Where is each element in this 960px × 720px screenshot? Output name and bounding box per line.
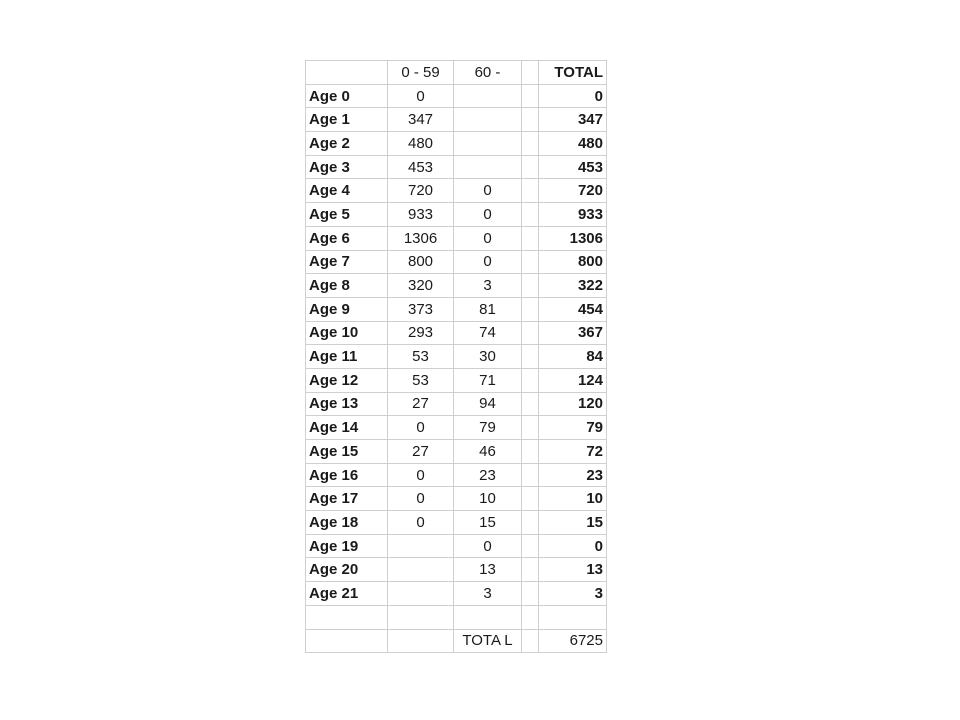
cell-60-plus: 0 <box>454 534 522 558</box>
gap-cell <box>522 321 539 345</box>
cell-0-59: 480 <box>388 132 454 156</box>
row-label: Age 10 <box>306 321 388 345</box>
table-row <box>306 226 607 250</box>
table-row <box>306 84 607 108</box>
cell-0-59: 453 <box>388 155 454 179</box>
cell-0-59: 0 <box>388 416 454 440</box>
table-row <box>306 274 607 298</box>
cell-total: 72 <box>539 440 607 464</box>
row-label: Age 16 <box>306 463 388 487</box>
cell-total: 23 <box>539 463 607 487</box>
row-label: Age 2 <box>306 132 388 156</box>
row-label: Age 8 <box>306 274 388 298</box>
table-row <box>306 203 607 227</box>
gap-cell <box>522 84 539 108</box>
cell-total: 367 <box>539 321 607 345</box>
row-label: Age 13 <box>306 392 388 416</box>
cell-60-plus: 74 <box>454 321 522 345</box>
cell-total: 79 <box>539 416 607 440</box>
cell-total: 3 <box>539 582 607 606</box>
row-label: Age 6 <box>306 226 388 250</box>
cell-total: 800 <box>539 250 607 274</box>
cell-60-plus: 46 <box>454 440 522 464</box>
row-label: Age 19 <box>306 534 388 558</box>
table-row <box>306 487 607 511</box>
table-row <box>306 321 607 345</box>
table-row <box>306 179 607 203</box>
gap-cell <box>522 132 539 156</box>
gap-cell <box>522 558 539 582</box>
gap-cell <box>522 179 539 203</box>
cell-60-plus <box>454 132 522 156</box>
blank-cell <box>454 605 522 629</box>
gap-cell <box>522 392 539 416</box>
gap-cell <box>522 487 539 511</box>
table-row <box>306 132 607 156</box>
cell-total: 480 <box>539 132 607 156</box>
cell-60-plus: 15 <box>454 511 522 535</box>
table-row <box>306 463 607 487</box>
cell-0-59: 720 <box>388 179 454 203</box>
cell-0-59: 0 <box>388 84 454 108</box>
cell-60-plus: 0 <box>454 226 522 250</box>
cell-60-plus: 0 <box>454 179 522 203</box>
cell-total: 453 <box>539 155 607 179</box>
cell-total: 13 <box>539 558 607 582</box>
blank-cell <box>539 605 607 629</box>
cell-total: 720 <box>539 179 607 203</box>
cell-total: 0 <box>539 84 607 108</box>
cell-0-59: 800 <box>388 250 454 274</box>
cell-0-59 <box>388 534 454 558</box>
cell-60-plus: 94 <box>454 392 522 416</box>
cell-60-plus: 13 <box>454 558 522 582</box>
cell-60-plus: 23 <box>454 463 522 487</box>
cell-60-plus: 81 <box>454 297 522 321</box>
cell-total: 10 <box>539 487 607 511</box>
footer-total-row <box>306 629 607 653</box>
gap-cell <box>522 511 539 535</box>
footer-total-value: 6725 <box>539 629 607 653</box>
cell-60-plus <box>454 155 522 179</box>
table-row <box>306 250 607 274</box>
row-label: Age 20 <box>306 558 388 582</box>
cell-total: 454 <box>539 297 607 321</box>
gap-cell <box>522 368 539 392</box>
age-table-body <box>306 61 607 653</box>
cell-0-59: 373 <box>388 297 454 321</box>
cell-total: 84 <box>539 345 607 369</box>
cell-60-plus: 3 <box>454 582 522 606</box>
table-row <box>306 558 607 582</box>
row-label: Age 18 <box>306 511 388 535</box>
table-row <box>306 155 607 179</box>
row-label: Age 12 <box>306 368 388 392</box>
cell-60-plus: 10 <box>454 487 522 511</box>
cell-0-59: 0 <box>388 511 454 535</box>
footer-blank-cell <box>388 629 454 653</box>
header-gap-cell <box>522 61 539 85</box>
cell-0-59: 933 <box>388 203 454 227</box>
blank-row <box>306 605 607 629</box>
blank-cell <box>522 605 539 629</box>
gap-cell <box>522 297 539 321</box>
header-col-0-59: 0 - 59 <box>388 61 454 85</box>
table-row <box>306 534 607 558</box>
table-row <box>306 108 607 132</box>
row-label: Age 4 <box>306 179 388 203</box>
gap-cell <box>522 440 539 464</box>
table-row <box>306 582 607 606</box>
blank-cell <box>388 605 454 629</box>
cell-total: 347 <box>539 108 607 132</box>
gap-cell <box>522 534 539 558</box>
footer-total-label: TOTA L <box>454 629 522 653</box>
footer-blank-cell <box>306 629 388 653</box>
table-row <box>306 297 607 321</box>
gap-cell <box>522 203 539 227</box>
cell-60-plus <box>454 108 522 132</box>
cell-60-plus: 79 <box>454 416 522 440</box>
cell-0-59: 1306 <box>388 226 454 250</box>
table-row <box>306 416 607 440</box>
gap-cell <box>522 226 539 250</box>
gap-cell <box>522 250 539 274</box>
header-col-total: TOTAL <box>539 61 607 85</box>
blank-cell <box>306 605 388 629</box>
row-label: Age 21 <box>306 582 388 606</box>
cell-total: 15 <box>539 511 607 535</box>
cell-60-plus: 3 <box>454 274 522 298</box>
cell-0-59 <box>388 582 454 606</box>
cell-total: 1306 <box>539 226 607 250</box>
table-row <box>306 392 607 416</box>
gap-cell <box>522 463 539 487</box>
cell-total: 124 <box>539 368 607 392</box>
row-label: Age 3 <box>306 155 388 179</box>
row-label: Age 15 <box>306 440 388 464</box>
cell-total: 120 <box>539 392 607 416</box>
header-row <box>306 61 607 85</box>
row-label: Age 7 <box>306 250 388 274</box>
row-label: Age 17 <box>306 487 388 511</box>
gap-cell <box>522 345 539 369</box>
cell-0-59: 0 <box>388 487 454 511</box>
cell-0-59 <box>388 558 454 582</box>
cell-total: 322 <box>539 274 607 298</box>
gap-cell <box>522 274 539 298</box>
cell-0-59: 53 <box>388 345 454 369</box>
row-label: Age 14 <box>306 416 388 440</box>
cell-0-59: 53 <box>388 368 454 392</box>
cell-0-59: 347 <box>388 108 454 132</box>
gap-cell <box>522 155 539 179</box>
table-row <box>306 440 607 464</box>
row-label: Age 11 <box>306 345 388 369</box>
cell-60-plus: 30 <box>454 345 522 369</box>
row-label: Age 0 <box>306 84 388 108</box>
table-row <box>306 368 607 392</box>
cell-0-59: 0 <box>388 463 454 487</box>
cell-0-59: 27 <box>388 440 454 464</box>
cell-60-plus: 71 <box>454 368 522 392</box>
header-col-60-plus: 60 - <box>454 61 522 85</box>
cell-0-59: 27 <box>388 392 454 416</box>
gap-cell <box>522 108 539 132</box>
footer-gap-cell <box>522 629 539 653</box>
cell-0-59: 320 <box>388 274 454 298</box>
cell-0-59: 293 <box>388 321 454 345</box>
age-table <box>305 60 607 653</box>
table-row <box>306 345 607 369</box>
cell-60-plus: 0 <box>454 250 522 274</box>
gap-cell <box>522 582 539 606</box>
row-label: Age 1 <box>306 108 388 132</box>
row-label: Age 5 <box>306 203 388 227</box>
row-label: Age 9 <box>306 297 388 321</box>
table-row <box>306 511 607 535</box>
cell-60-plus <box>454 84 522 108</box>
cell-total: 0 <box>539 534 607 558</box>
cell-total: 933 <box>539 203 607 227</box>
cell-60-plus: 0 <box>454 203 522 227</box>
gap-cell <box>522 416 539 440</box>
header-corner-cell <box>306 61 388 85</box>
